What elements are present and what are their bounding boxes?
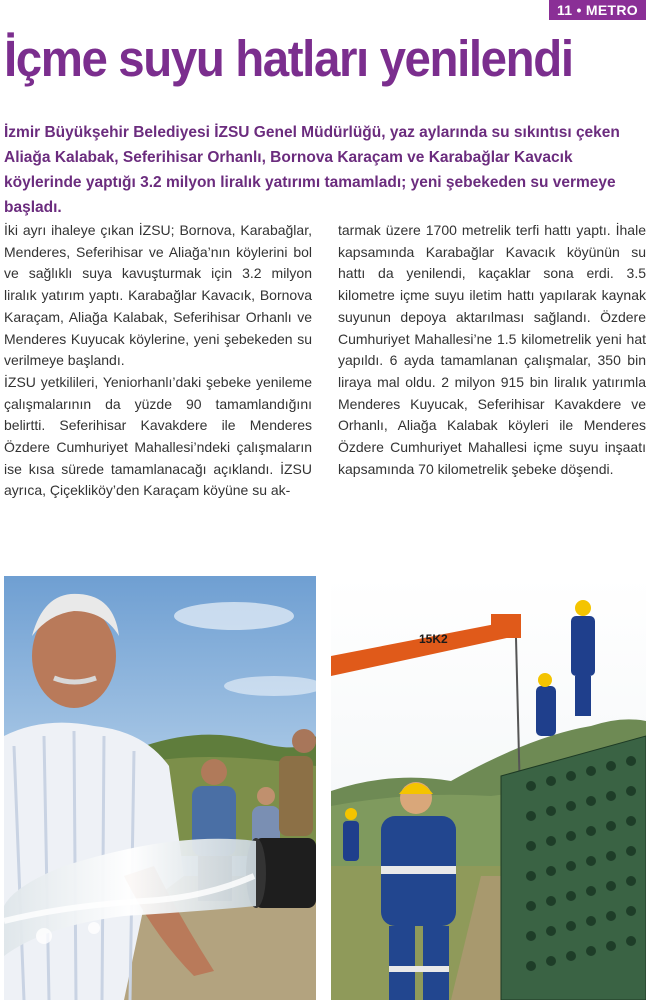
crane-label: 15K2 (419, 632, 448, 646)
lead-paragraph: İzmir Büyükşehir Belediyesi İZSU Genel Müdürlüğü, yaz aylarında su sıkıntısı çeken Aliağa Kalabak, Seferihisar Orhanlı, Bornova Karaçam ve Karabağlar Kavacık köylerinde yaptığı 3.2 milyon liralık yatırımı tamamladı; yeni şebekeden su vermeye başladı. (4, 124, 620, 216)
photo-villager-water (4, 576, 316, 1000)
photo-pipe-crane-workers (331, 576, 646, 1000)
body-paragraph: tarmak üzere 1700 metrelik terfi hattı yaptı. İhale kapsamında Karabağlar Kavacık köyünün su hattı da yenilendi, kaçaklar sona erdi. 3.5 kilometre içme suyu iletim hattı yapılarak kaynak suyunun depoya aktarılması sağlandı. Özdere Cumhuriyet Mahallesi’ne 1.5 kilometrelik yeni hat yapıldı. 6 ayda tamamlanan çalışmalar, 350 bin liraya mal oldu. 2 milyon 915 bin liralık yatırımla Menderes Kuyucak, Seferihisar Kavakdere ve Orhanlı, Aliağa Kalabak köyleri ile Menderes Özdere Cumhuriyet Mahallesi içme suyu inşaatı kapsamında 70 kilometrelik şebeke döşendi. (338, 222, 646, 477)
headline: İçme suyu hatları yenilendi (4, 30, 573, 87)
body-column-left (4, 220, 312, 502)
body-paragraph: İki ayrı ihaleye çıkan İZSU; Bornova, Karabağlar, Menderes, Seferihisar ve Aliağa’nın köylerini bol ve sağlıklı suya kavuşturmak için 3.2 milyon liralık yatırım yaptı. Karabağlar Kavacık, Bornova Karaçam, Aliağa Kalabak, Seferihisar Orhanlı ve Menderes Kuyucak köylerine, yeni şebekeden su verilmeye başlandı. (4, 222, 312, 369)
body-column-right (338, 220, 646, 480)
body-paragraph: İZSU yetkilileri, Yeniorhanlı’daki şebeke yenileme çalışmalarının da yüzde 90 tamamlandığını belirtti. Seferihisar Kavakdere ile Menderes Özdere Cumhuriyet Mahallesi’ndeki çalışmaların ise kısa sürede tamamlanacağı açıklandı. İZSU ayrıca, Çiçekliköy’den Karaçam köyüne su ak- (4, 373, 312, 499)
page-section-tag: 11 • METRO (549, 0, 646, 20)
